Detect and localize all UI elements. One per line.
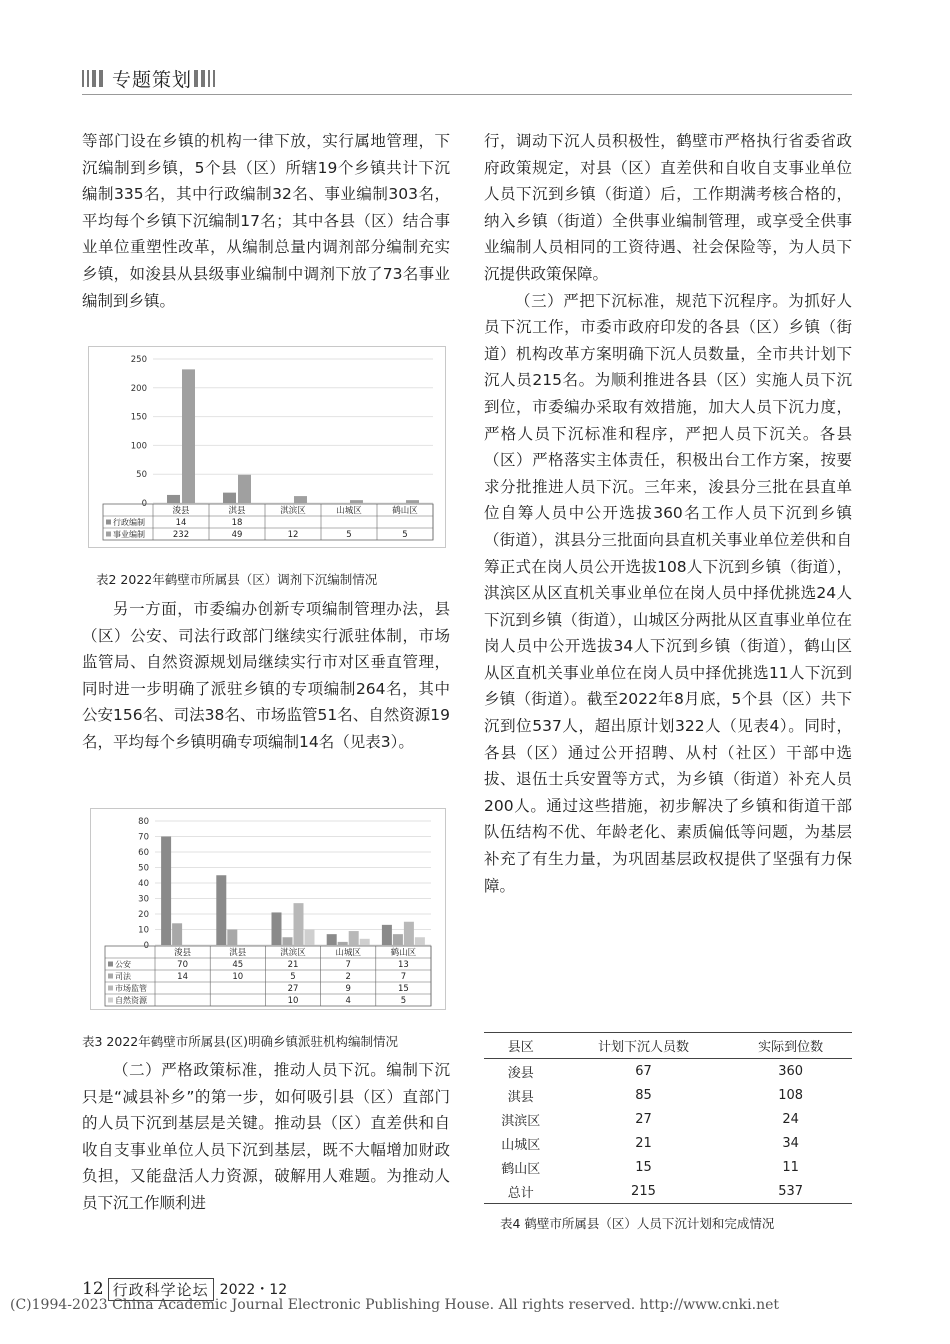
chart-table3 — [90, 808, 446, 1010]
table-cell: 总计 — [484, 1179, 558, 1204]
data-value-label: 70 — [177, 960, 189, 970]
data-value-label: 13 — [397, 960, 409, 970]
bar — [327, 934, 337, 945]
paragraph: 行，调动下沉人员积极性，鹤壁市严格执行省委省政府政策规定，对县（区）直差供和自收自支事业单位人员下沉到乡镇（街道）后，工作期满考核合格的，纳入乡镇（街道）全供事业编制管理，或享受全供事业编制人员相同的工资待遇、社会保险等，为人员下沉提供政策保障。 — [484, 132, 852, 283]
bar — [350, 500, 363, 503]
table-cell: 浚县 — [507, 1065, 534, 1081]
data-value-label: 49 — [231, 530, 243, 540]
data-value-label: 7 — [345, 960, 351, 970]
y-tick-label: 70 — [138, 832, 149, 843]
paragraph: （二）严格政策标准，推动人员下沉。编制下沉只是“减县补乡”的第一步，如何吸引县（区）直部门的人员下沉到基层是关键。推动县（区）直差供和自收自支事业单位人员下沉到基层，既不大幅增加财政负担，又能盘活人力资源，破解用人难题。为推动人员下沉工作顺利进 — [82, 1061, 450, 1212]
y-tick-label: 10 — [138, 925, 149, 936]
copyright-notice: (C)1994-2023 China Academic Journal Electronic Publishing House. All rights reserved. http://www.cnki.net — [10, 1297, 780, 1313]
data-value-label: 10 — [287, 996, 299, 1006]
table-row — [484, 1083, 852, 1107]
data-table-frame — [103, 504, 433, 540]
bar — [393, 934, 403, 945]
legend-label: 自然资源 — [115, 996, 147, 1005]
y-tick-label: 150 — [130, 412, 147, 423]
table-header-cell: 县区 — [484, 1033, 558, 1059]
table-cell: 108 — [778, 1087, 804, 1103]
paragraph: （三）严把下沉标准，规范下沉程序。为抓好人员下沉工作，市委市政府印发的各县（区）乡镇（街道）机构改革方案明确下沉人员数量，全市共计划下沉人员215名。为顺利推进各县（区）实施人员下沉到位，市委编办采取有效措施，加大人员下沉力度，严格人员下沉标准和程序，严把人员下沉关。各县（区）严格落实主体责任，积极出台工作方案，按要求分批推进人员下沉。三年来，浚县分三批在县直单位自筹人员中公开选拔360名工作人员下沉到乡镇（街道），淇县分三批面向县直机关事业单位差供和自筹正式在岗人员公开选拔108人下沉到乡镇（街道），淇滨区从区直机关事业单位在岗人员中择优挑选24人下沉到乡镇（街道），山城区分两批从区直事业单位在岗人员中公开选拔34人下沉到乡镇（街道），鹤山区从区直机关事业单位在岗人员中择优挑选11人下沉到乡镇（街道）。截至2022年8月底，5个县（区）共下沉到位537人，超出原计划322人（见表4）。同时，各县（区）通过公开招聘、从村（社区）干部中选拔、退伍士兵安置等方式，为乡镇（街道）补充人员200人。通过这些措施，初步解决了乡镇和街道干部队伍结构不优、年龄老化、素质偏低等问题，为基层补充了有生力量，为巩固基层政权提供了坚强有力保障。 — [484, 291, 852, 895]
table-cell: 淇滨区 — [501, 1113, 541, 1129]
bar — [283, 937, 293, 945]
bar — [404, 922, 414, 945]
y-tick-label: 20 — [138, 910, 149, 920]
left-column-middle — [82, 596, 450, 756]
legend-swatch — [108, 962, 113, 967]
data-value-label: 5 — [400, 996, 407, 1006]
table-cell: 24 — [782, 1111, 799, 1127]
bar — [238, 475, 251, 503]
y-tick-label: 40 — [138, 879, 149, 889]
legend-swatch — [106, 532, 111, 537]
chart-table2 — [88, 346, 446, 548]
y-tick-label: 0 — [141, 499, 147, 509]
data-value-label: 14 — [177, 972, 189, 982]
legend-swatch — [108, 986, 113, 991]
chart3-caption: 表3 2022年鹤壁市所属县(区)明确乡镇派驻机构编制情况 — [82, 1034, 398, 1049]
table-row-total — [484, 1179, 852, 1204]
y-tick-label: 200 — [130, 383, 147, 394]
table-cell: 34 — [782, 1135, 799, 1151]
table-row — [484, 1131, 852, 1155]
table-cell: 15 — [635, 1159, 652, 1175]
data-value-label: 5 — [402, 530, 408, 540]
legend-swatch — [108, 974, 113, 979]
bar — [360, 939, 370, 945]
x-category-label: 鹤山区 — [392, 506, 418, 516]
data-value-label: 5 — [290, 972, 296, 982]
legend-label: 市场监管 — [115, 984, 147, 993]
bar — [272, 912, 282, 945]
y-tick-label: 60 — [138, 848, 149, 858]
data-value-label: 2 — [345, 972, 351, 982]
table-cell: 85 — [635, 1087, 652, 1103]
data-value-label: 7 — [400, 972, 407, 982]
table-cell: 215 — [558, 1179, 730, 1204]
header-right-decoration — [194, 70, 215, 87]
data-value-label: 45 — [232, 960, 244, 970]
bar — [415, 937, 425, 945]
y-tick-label: 0 — [143, 941, 149, 951]
x-category-label: 山城区 — [335, 948, 361, 958]
data-value-label: 12 — [287, 530, 299, 540]
table-cell: 山城区 — [501, 1137, 541, 1153]
issue-date: 2022・12 — [219, 1282, 288, 1298]
bar — [216, 875, 226, 945]
left-column-bottom — [82, 1057, 450, 1217]
x-category-label: 淇县 — [228, 506, 246, 516]
data-table-frame — [105, 946, 431, 1006]
x-category-label: 淇县 — [229, 948, 247, 958]
y-tick-label: 100 — [130, 441, 147, 452]
bar — [338, 942, 348, 945]
y-tick-label: 250 — [130, 355, 147, 365]
bar-chart-3 — [91, 809, 445, 1009]
bar — [294, 903, 304, 945]
paragraph: 等部门设在乡镇的机构一律下放，实行属地管理，下沉编制到乡镇，5个县（区）所辖19个乡镇共计下沉编制335名，其中行政编制32名、事业编制303名，平均每个乡镇下沉编制17名；其中各县（区）结合事业单位重塑性改革，从编制总量内调剂部分编制充实乡镇，如浚县从县级事业编制中调剂下放了73名事业编制到乡镇。 — [82, 132, 450, 310]
bar — [182, 369, 195, 503]
bar — [167, 495, 180, 503]
page-header — [82, 62, 852, 95]
table-cell: 11 — [782, 1159, 799, 1175]
header-left-decoration — [82, 70, 103, 87]
y-tick-label: 80 — [138, 817, 149, 827]
table-cell: 鹤山区 — [501, 1161, 541, 1177]
legend-swatch — [106, 520, 111, 525]
data-value-label: 10 — [232, 972, 244, 982]
data-value-label: 15 — [397, 984, 409, 994]
table-row — [484, 1107, 852, 1131]
page-number: 12 — [82, 1279, 104, 1299]
table4 — [484, 1032, 852, 1204]
bar — [294, 496, 307, 503]
table-row — [484, 1059, 852, 1084]
data-value-label: 14 — [175, 518, 187, 528]
bar — [406, 500, 419, 503]
x-category-label: 淇滨区 — [280, 948, 306, 958]
bar — [223, 493, 236, 503]
y-tick-label: 50 — [138, 863, 149, 874]
data-value-label: 4 — [345, 996, 351, 1006]
bar — [305, 930, 315, 946]
bar — [349, 931, 359, 945]
table-cell: 537 — [729, 1179, 852, 1204]
bar — [172, 923, 182, 945]
right-column — [484, 128, 852, 899]
left-column-top — [82, 128, 450, 314]
table-cell: 67 — [635, 1063, 652, 1079]
section-title: 专题策划 — [112, 69, 193, 91]
legend-label: 事业编制 — [113, 530, 145, 539]
journal-name: 行政科学论坛 — [108, 1278, 214, 1301]
x-category-label: 浚县 — [174, 948, 192, 958]
table-header-row — [484, 1033, 852, 1059]
data-value-label: 27 — [287, 984, 299, 994]
table-cell: 淇县 — [507, 1089, 534, 1105]
x-category-label: 淇滨区 — [280, 506, 306, 516]
x-category-label: 浚县 — [172, 506, 190, 516]
table4-caption: 表4 鹤壁市所属县（区）人员下沉计划和完成情况 — [500, 1216, 775, 1231]
table-cell: 27 — [635, 1111, 652, 1127]
bar — [161, 837, 171, 946]
table-cell: 21 — [635, 1135, 652, 1151]
x-category-label: 鹤山区 — [390, 948, 417, 958]
legend-label: 行政编制 — [113, 518, 145, 527]
table-row — [484, 1155, 852, 1179]
legend-label: 公安 — [115, 960, 131, 969]
table-header-cell: 计划下沉人员数 — [558, 1033, 730, 1059]
chart2-caption: 表2 2022年鹤壁市所属县（区）调剂下沉编制情况 — [96, 572, 378, 587]
paragraph: 另一方面，市委编办创新专项编制管理办法，县（区）公安、司法行政部门继续实行派驻体制，市场监管局、自然资源规划局继续实行市对区垂直管理，同时进一步明确了派驻乡镇的专项编制264名，其中公安156名、司法38名、市场监管51名、自然资源19名，平均每个乡镇明确专项编制14名（见表3）。 — [82, 600, 450, 751]
x-category-label: 山城区 — [336, 506, 362, 516]
y-tick-label: 30 — [138, 894, 149, 905]
bar-chart-2 — [89, 347, 445, 547]
legend-swatch — [108, 998, 113, 1003]
data-value-label: 232 — [172, 530, 190, 540]
data-value-label: 5 — [346, 530, 352, 540]
y-tick-label: 50 — [136, 470, 147, 481]
data-value-label: 18 — [231, 518, 243, 528]
data-value-label: 9 — [345, 984, 351, 994]
data-value-label: 21 — [287, 960, 299, 970]
table-cell: 360 — [778, 1063, 804, 1079]
legend-label: 司法 — [115, 972, 131, 981]
bar — [382, 925, 392, 945]
table-header-cell: 实际到位数 — [729, 1033, 852, 1059]
bar — [227, 930, 237, 946]
